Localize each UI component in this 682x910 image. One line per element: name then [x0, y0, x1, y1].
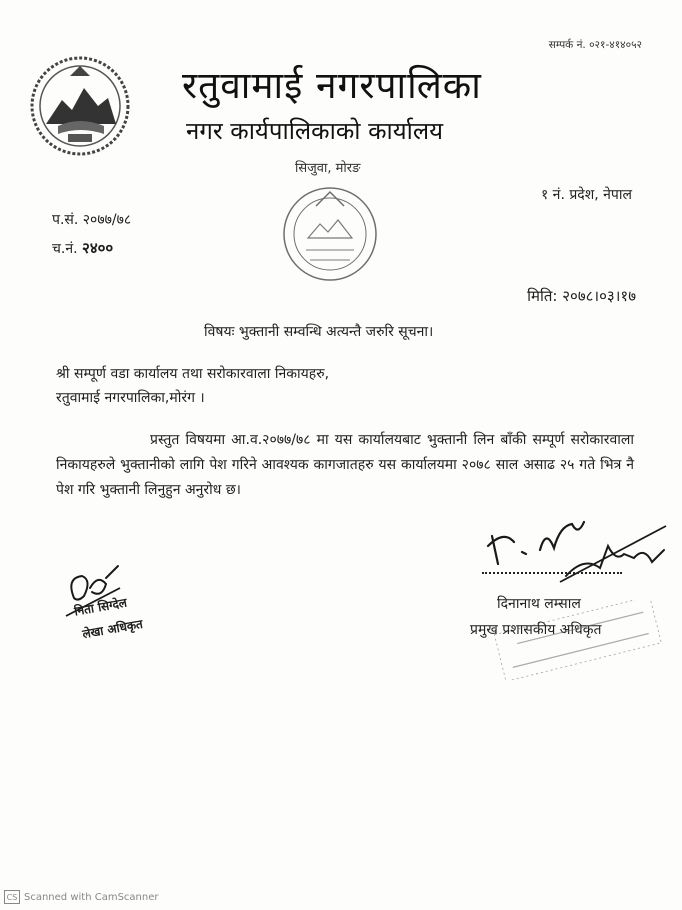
handwritten-signature-right [474, 506, 674, 586]
province-label: १ नं. प्रदेश, नेपाल [540, 187, 632, 203]
camscanner-logo-icon: CS [4, 890, 20, 904]
accounts-officer-title: लेखा अधिकृत [81, 616, 144, 642]
officer-name-stamp [478, 600, 668, 680]
nepal-government-emblem-icon [28, 54, 132, 158]
office-subtitle: नगर कार्यपालिकाको कार्यालय [186, 117, 444, 145]
office-seal-stamp [272, 176, 388, 292]
signatory-title: प्रमुख प्रशासकीय अधिकृत [470, 622, 602, 638]
reference-number: प.सं. २०७७/७८ [52, 212, 132, 228]
dispatch-label: च.नं. [52, 241, 78, 257]
scanner-watermark [4, 890, 159, 904]
recipient-line-2: रतुवामाई नगरपालिका,मोरंग । [56, 390, 205, 406]
signatory-name: दिनानाथ लम्साल [497, 596, 581, 612]
letter-body: प्रस्तुत विषयमा आ.व.२०७७/७८ मा यस कार्यालयबाट भुक्तानी लिन बाँकी सम्पूर्ण सरोकारवाला निकायहरुले भुक्तानीको लागि पेश गरिने आवश्यक कागजातहरु यस कार्यालयमा २०७८ साल असाढ २५ गते भित्र नै पेश गरि भुक्तानी लिनुहुन अनुरोध छ। [56, 432, 634, 498]
letter-date: मिति: २०७८।०३।१७ [527, 287, 636, 305]
dispatch-number [52, 238, 113, 258]
office-location: सिजुवा, मोरङ [295, 161, 361, 176]
dispatch-value: २४०० [82, 239, 114, 257]
contact-number: सम्पर्क नं. ०२१-४१४०५२ [548, 39, 642, 51]
signature-line [482, 572, 622, 574]
recipient-line-1: श्री सम्पूर्ण वडा कार्यालय तथा सरोकारवाला निकायहरु, [56, 366, 330, 382]
letter-subject: विषयः भुक्तानी सम्वन्धि अत्यन्तै जरुरि सूचना। [204, 324, 434, 340]
accounts-officer-name: निता सिग्देल [73, 595, 128, 619]
municipality-title: रतुवामाई नगरपालिका [182, 64, 482, 107]
watermark-text: Scanned with CamScanner [24, 891, 159, 903]
